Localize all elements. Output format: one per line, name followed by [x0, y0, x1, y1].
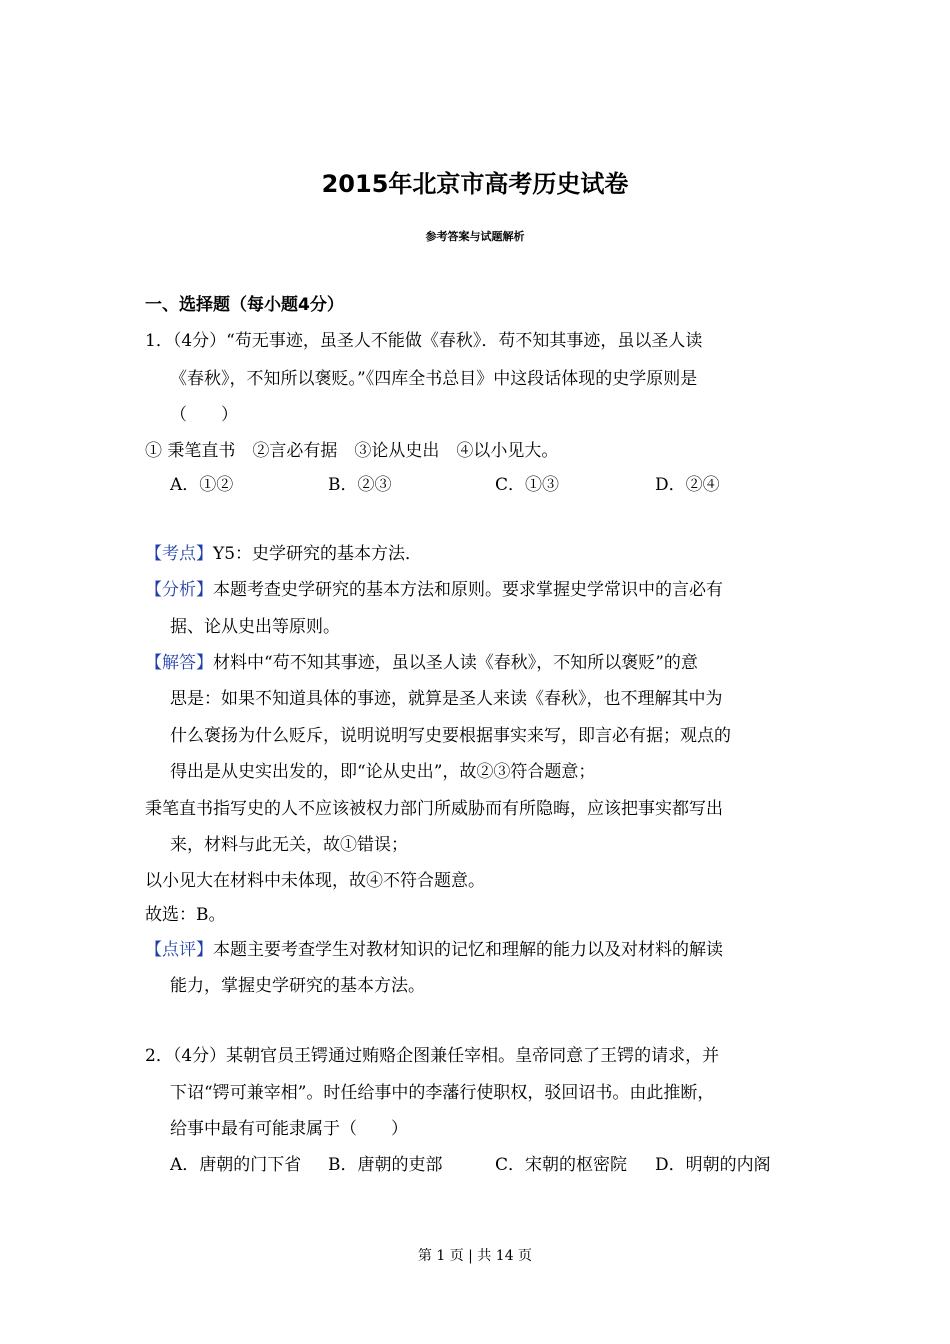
fenxi-line-1 — [145, 575, 723, 600]
q1-option-d: D．②④ — [655, 475, 720, 495]
jieda-line-6: 来，材料与此无关，故①错误； — [170, 835, 408, 855]
jieda-line-5: 秉笔直书指写史的人不应该被权力部门所威胁而有所隐晦，应该把事实都写出 — [145, 799, 723, 819]
kaodian-line — [145, 539, 422, 564]
q1-option-c: C．①③ — [495, 475, 560, 495]
q2-option-d: D．明朝的内阁 — [655, 1155, 771, 1175]
q1-line-1: 1．（4分）“苟无事迹，虽圣人不能做《春秋》．苟不知其事迹，虽以圣人读 — [145, 331, 703, 351]
q2-option-c: C．宋朝的枢密院 — [495, 1155, 628, 1175]
q1-statements: ① 秉笔直书 ②言必有据 ③论从史出 ④以小见大。 — [145, 441, 559, 461]
kaodian-text: Y5：史学研究的基本方法． — [213, 544, 423, 564]
fenxi-line-2: 据、论从史出等原则。 — [170, 617, 340, 637]
section-heading: 一、选择题（每小题4分） — [145, 295, 344, 315]
q2-line-2: 下诏“锷可兼宰相”。时任给事中的李藩行使职权，驳回诏书。由此推断， — [170, 1083, 715, 1103]
fenxi-text-1: 本题考查史学研究的基本方法和原则。要求掌握史学常识中的言必有 — [213, 580, 723, 600]
fenxi-tag: 【分析】 — [145, 580, 213, 600]
dianping-tag: 【点评】 — [145, 940, 213, 960]
q2-option-a: A．唐朝的门下省 — [170, 1155, 302, 1175]
kaodian-tag: 【考点】 — [145, 544, 213, 564]
jieda-line-3: 什么褒扬为什么贬斥，说明说明写史要根据事实来写，即言必有据；观点的 — [170, 726, 731, 746]
q2-line-3: 给事中最有可能隶属于（ ） — [170, 1119, 408, 1139]
q1-option-a: A．①② — [170, 475, 234, 495]
jieda-tag: 【解答】 — [145, 653, 213, 673]
jieda-line-8: 故选：B。 — [145, 905, 226, 925]
page-title: 2015年北京市高考历史试卷 — [321, 170, 629, 198]
q1-option-b: B．②③ — [328, 475, 392, 495]
q2-option-b: B．唐朝的吏部 — [328, 1155, 443, 1175]
q1-line-2: 《春秋》，不知所以褒贬。”《四库全书总目》中这段话体现的史学原则是 — [170, 369, 698, 389]
dianping-line-2: 能力，掌握史学研究的基本方法。 — [170, 976, 425, 996]
page-subtitle: 参考答案与试题解析 — [425, 230, 525, 243]
jieda-line-2: 思是：如果不知道具体的事迹，就算是圣人来读《春秋》，也不理解其中为 — [170, 689, 723, 709]
jieda-text-1: 材料中“苟不知其事迹，虽以圣人读《春秋》，不知所以褒贬”的意 — [213, 653, 698, 673]
dianping-line-1 — [145, 935, 723, 960]
q1-line-3: （ ） — [170, 405, 238, 425]
jieda-line-4: 得出是从史实出发的，即“论从史出”，故②③符合题意； — [170, 762, 596, 782]
q2-line-1: 2．（4分）某朝官员王锷通过贿赂企图兼任宰相。皇帝同意了王锷的请求，并 — [145, 1046, 720, 1066]
page-footer: 第 1 页 | 共 14 页 — [417, 1248, 533, 1264]
jieda-line-1 — [145, 648, 698, 673]
jieda-line-7: 以小见大在材料中未体现，故④不符合题意。 — [145, 871, 485, 891]
dianping-text-1: 本题主要考查学生对教材知识的记忆和理解的能力以及对材料的解读 — [213, 940, 723, 960]
